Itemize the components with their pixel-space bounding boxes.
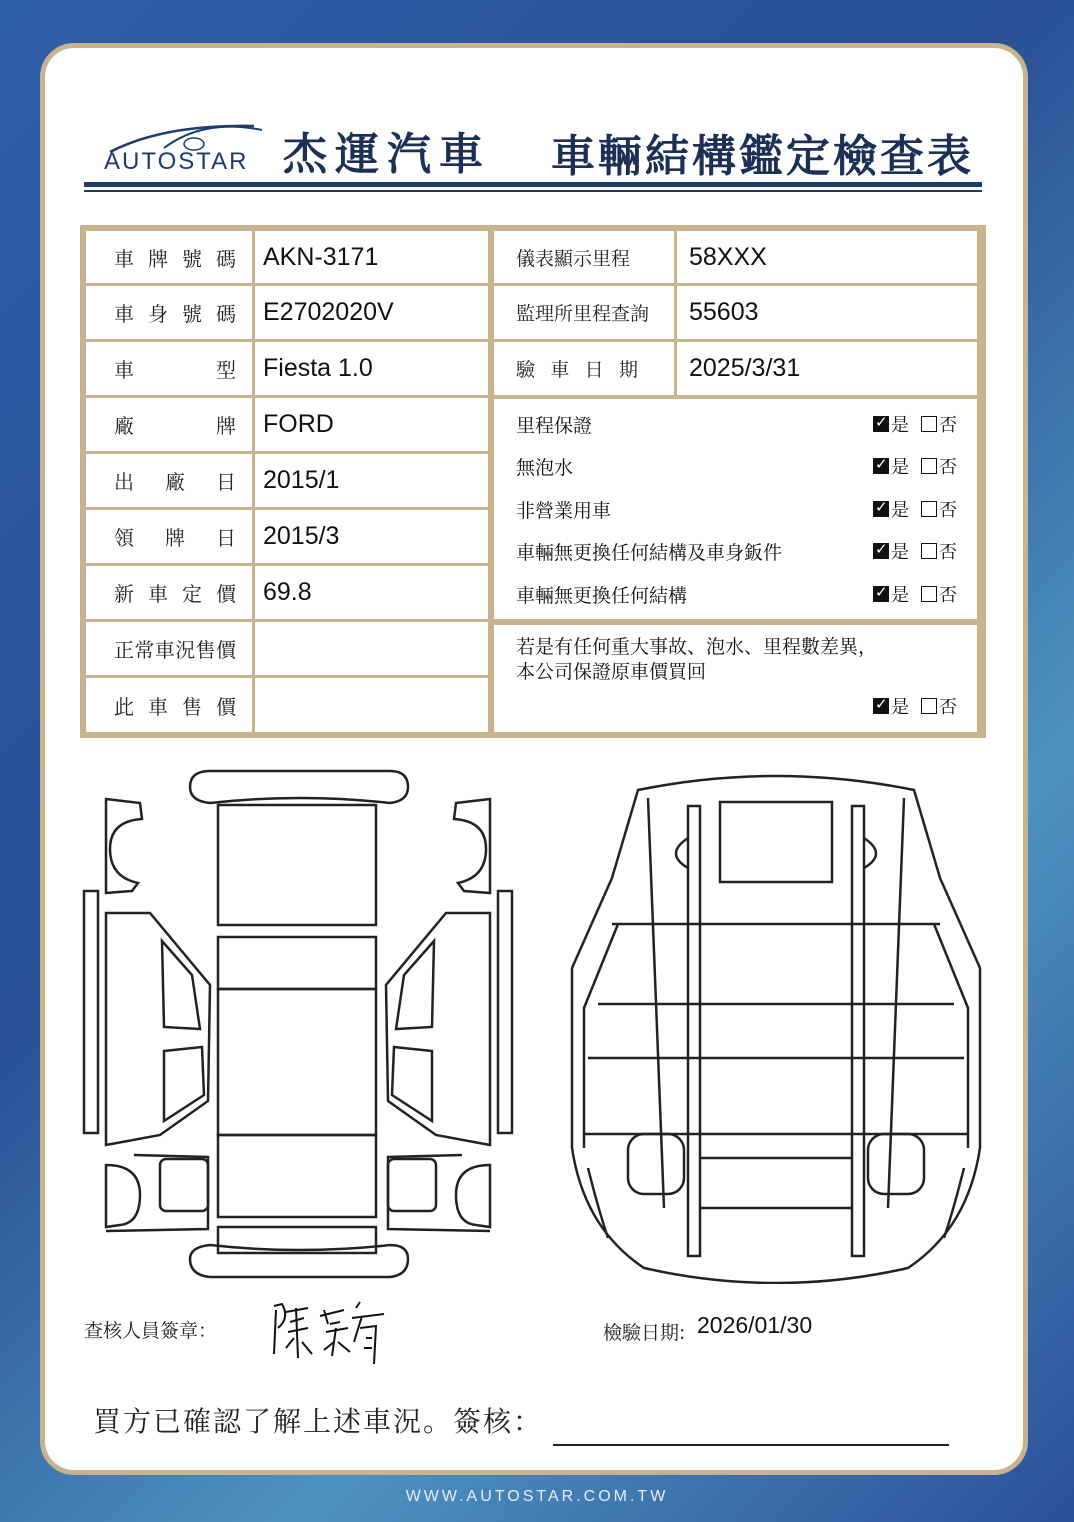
yes-checkbox[interactable]: [873, 458, 889, 474]
yes-checkbox[interactable]: [873, 501, 889, 517]
check-no-panel-replacement: 車輛無更換任何結構及車身鈑件 ✓ 是 否: [516, 536, 957, 566]
value-normal-price: [255, 622, 488, 675]
value-odometer: 58XXX: [677, 231, 977, 283]
document-title: 車輛結構鑑定檢查表: [551, 131, 974, 182]
yes-checkbox[interactable]: [873, 416, 889, 432]
header-rule-thin: [84, 190, 982, 192]
label-sale-price: 此車售價: [86, 678, 252, 732]
value-mfg-date: 2015/1: [255, 454, 488, 507]
header-rule: [84, 182, 982, 187]
check-mileage-guarantee: 里程保證 ✓ 是 否: [516, 409, 957, 439]
value-reg-date: 2015/3: [255, 510, 488, 563]
no-checkbox[interactable]: [921, 458, 937, 474]
buyback-guarantee: [494, 625, 977, 732]
inspector-signature: [268, 1298, 388, 1368]
value-brand: FORD: [255, 398, 488, 451]
value-vin: E2702020V: [255, 286, 488, 339]
no-checkbox[interactable]: [921, 416, 937, 432]
company-name: 杰運汽車: [283, 129, 491, 180]
value-sale-price: [255, 678, 488, 732]
no-checkbox[interactable]: [921, 501, 937, 517]
no-checkbox[interactable]: [921, 586, 937, 602]
buyer-confirmation: 買方已確認了解上述車況。簽核：: [93, 1405, 544, 1438]
check-non-commercial: 非營業用車 ✓ 是 否: [516, 494, 957, 524]
website-url: WWW.AUTOSTAR.COM.TW: [405, 1488, 669, 1505]
label-dmv-mileage: 監理所里程查詢: [494, 286, 674, 339]
autostar-logo: AUTOSTAR: [104, 118, 264, 178]
check-no-flood: 無泡水 ✓ 是 否: [516, 451, 957, 481]
info-table: [80, 225, 986, 738]
label-vin: 車身號碼: [86, 286, 252, 339]
label-brand: 廠牌: [86, 398, 252, 451]
no-checkbox[interactable]: [921, 698, 937, 714]
check-no-structure-replacement: 車輛無更換任何結構 ✓ 是 否: [516, 579, 957, 609]
value-new-price: 69.8: [255, 566, 488, 619]
label-new-price: 新車定價: [86, 566, 252, 619]
label-model: 車型: [86, 342, 252, 395]
label-odometer: 儀表顯示里程: [494, 231, 674, 283]
guarantee-line2: 本公司保證原車價買回: [516, 661, 707, 683]
no-checkbox[interactable]: [921, 543, 937, 559]
yes-checkbox[interactable]: [873, 698, 889, 714]
inspection-date-label: 檢驗日期:: [603, 1322, 686, 1344]
buyer-signature-line[interactable]: [553, 1444, 949, 1446]
inspection-date-value: 2026/01/30: [697, 1312, 813, 1338]
value-model: Fiesta 1.0: [255, 342, 488, 395]
label-mfg-date: 出廠日: [86, 454, 252, 507]
label-normal-price: 正常車況售價: [86, 622, 252, 675]
guarantee-line1: 若是有任何重大事故、泡水、里程數差異，: [516, 636, 878, 658]
label-plate: 車牌號碼: [86, 231, 252, 283]
yes-checkbox[interactable]: [873, 586, 889, 602]
inspector-signature-label: 查核人員簽章：: [84, 1320, 218, 1342]
label-inspection-date: 驗車日期: [494, 342, 674, 395]
checklist: [494, 399, 977, 619]
car-top-view-diagram: [80, 765, 520, 1285]
value-inspection-date: 2025/3/31: [677, 342, 977, 395]
yes-checkbox[interactable]: [873, 543, 889, 559]
value-plate: AKN-3171: [255, 231, 488, 283]
label-reg-date: 領牌日: [86, 510, 252, 563]
car-structure-diagram: [568, 768, 984, 1284]
value-dmv-mileage: 55603: [677, 286, 977, 339]
guarantee-check: ✓ 是 否: [516, 691, 957, 721]
